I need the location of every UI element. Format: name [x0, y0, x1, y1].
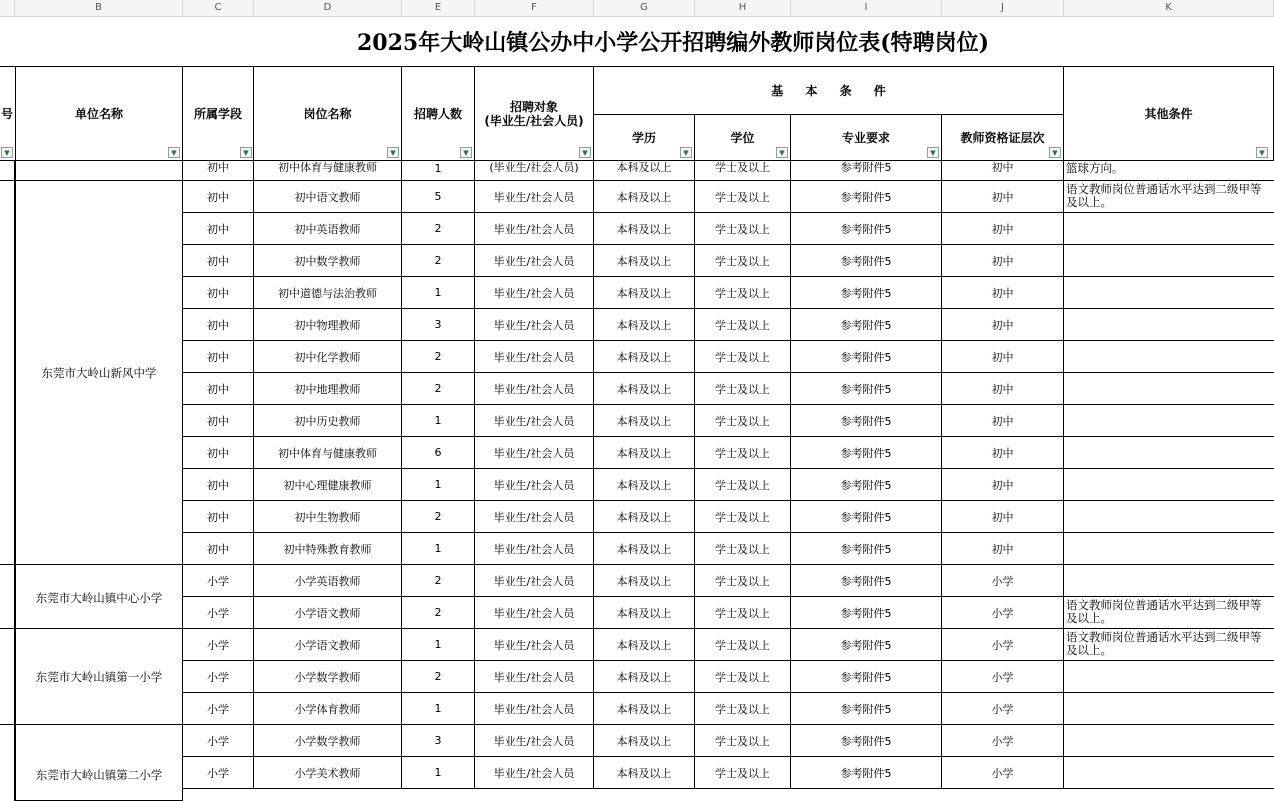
cell-stage[interactable]: 小学: [183, 597, 254, 629]
cell-education[interactable]: 本科及以上: [594, 597, 695, 629]
cell-major[interactable]: 参考附件5: [791, 341, 942, 373]
cell-other[interactable]: [1064, 565, 1274, 597]
cell-target[interactable]: 毕业生/社会人员: [475, 725, 594, 757]
cell-other[interactable]: [1064, 469, 1274, 501]
cell-cert[interactable]: 小学: [942, 725, 1064, 757]
cell-count[interactable]: 1: [402, 757, 475, 789]
cell-other[interactable]: [1064, 533, 1274, 565]
cell-education[interactable]: 本科及以上: [594, 437, 695, 469]
cell-major[interactable]: 参考附件5: [791, 501, 942, 533]
cell-count[interactable]: 5: [402, 181, 475, 213]
cell-cert[interactable]: 初中: [942, 161, 1064, 181]
column-letter[interactable]: E: [402, 0, 475, 16]
cell-position[interactable]: 初中特殊教育教师: [254, 533, 402, 565]
unit-name-cell[interactable]: [15, 161, 183, 181]
cell-target[interactable]: 毕业生/社会人员: [475, 597, 594, 629]
cell-target[interactable]: 毕业生/社会人员: [475, 469, 594, 501]
cell-cert[interactable]: 初中: [942, 213, 1064, 245]
cell-stage[interactable]: 初中: [183, 469, 254, 501]
cell-target[interactable]: 毕业生/社会人员: [475, 661, 594, 693]
cell-stage[interactable]: 初中: [183, 213, 254, 245]
cell-education[interactable]: 本科及以上: [594, 213, 695, 245]
cell-cert[interactable]: 小学: [942, 629, 1064, 661]
cell-education[interactable]: 本科及以上: [594, 277, 695, 309]
row-separator: [0, 180, 15, 181]
cell-target[interactable]: 毕业生/社会人员: [475, 277, 594, 309]
cell-count[interactable]: 1: [402, 533, 475, 565]
cell-other[interactable]: [1064, 437, 1274, 469]
cell-stage[interactable]: 初中: [183, 373, 254, 405]
cell-degree[interactable]: 学士及以上: [695, 757, 791, 789]
cell-stage[interactable]: 小学: [183, 565, 254, 597]
cell-position[interactable]: 初中历史教师: [254, 405, 402, 437]
filter-dropdown-icon[interactable]: ▼: [168, 147, 180, 158]
cell-stage[interactable]: 初中: [183, 405, 254, 437]
cell-other[interactable]: [1064, 277, 1274, 309]
cell-position[interactable]: 初中体育与健康教师: [254, 161, 402, 181]
filter-dropdown-icon[interactable]: ▼: [579, 147, 591, 158]
header-major-label: 专业要求: [841, 130, 890, 145]
header-other: [1063, 66, 1274, 161]
column-letter[interactable]: J: [942, 0, 1064, 16]
cell-other[interactable]: [1064, 405, 1274, 437]
column-letter[interactable]: C: [183, 0, 254, 16]
cell-count[interactable]: 2: [402, 501, 475, 533]
cell-degree[interactable]: 学士及以上: [695, 341, 791, 373]
cell-major[interactable]: 参考附件5: [791, 161, 942, 181]
cell-degree[interactable]: 学士及以上: [695, 437, 791, 469]
cell-education[interactable]: 本科及以上: [594, 501, 695, 533]
header-basic-label: 基 本 条 件: [771, 83, 886, 98]
filter-dropdown-icon[interactable]: ▼: [1049, 147, 1061, 158]
header-count-label: 招聘人数: [413, 106, 462, 121]
cell-position[interactable]: 初中体育与健康教师: [254, 437, 402, 469]
cell-stage[interactable]: 初中: [183, 161, 254, 181]
cell-other[interactable]: [1064, 341, 1274, 373]
cell-position[interactable]: 小学语文教师: [254, 629, 402, 661]
cell-count[interactable]: 2: [402, 341, 475, 373]
cell-education[interactable]: 本科及以上: [594, 661, 695, 693]
unit-name-cell[interactable]: 东莞市大岭山镇第一小学: [15, 629, 183, 725]
cell-education[interactable]: 本科及以上: [594, 309, 695, 341]
cell-education[interactable]: 本科及以上: [594, 469, 695, 501]
column-letter[interactable]: F: [475, 0, 594, 16]
cell-count[interactable]: 1: [402, 469, 475, 501]
column-header-bar: [0, 0, 1274, 17]
cell-degree[interactable]: 学士及以上: [695, 405, 791, 437]
header-unit-label: 单位名称: [74, 106, 123, 121]
header-education-label: 学历: [631, 130, 656, 145]
cell-count[interactable]: 2: [402, 245, 475, 277]
cell-count[interactable]: 2: [402, 213, 475, 245]
row-separator: [0, 628, 15, 629]
filter-dropdown-icon[interactable]: ▼: [680, 147, 692, 158]
cell-cert[interactable]: 初中: [942, 405, 1064, 437]
column-letter[interactable]: K: [1064, 0, 1274, 16]
cell-cert[interactable]: 初中: [942, 181, 1064, 213]
cell-degree[interactable]: 学士及以上: [695, 693, 791, 725]
cell-target[interactable]: (毕业生/社会人员): [475, 161, 594, 181]
cell-degree[interactable]: 学士及以上: [695, 597, 791, 629]
filter-dropdown-icon[interactable]: ▼: [776, 147, 788, 158]
cell-count[interactable]: 2: [402, 373, 475, 405]
header-other-label: 其他条件: [1144, 106, 1193, 121]
cell-stage[interactable]: 小学: [183, 757, 254, 789]
cell-other[interactable]: 语文教师岗位普通话水平达到二级甲等及以上。: [1064, 629, 1274, 661]
cell-position[interactable]: 初中数学教师: [254, 245, 402, 277]
cell-major[interactable]: 参考附件5: [791, 661, 942, 693]
cell-position[interactable]: 初中英语教师: [254, 213, 402, 245]
cell-degree[interactable]: 学士及以上: [695, 661, 791, 693]
cell-other[interactable]: [1064, 693, 1274, 725]
cell-major[interactable]: 参考附件5: [791, 629, 942, 661]
row-separator: [0, 724, 15, 725]
cell-cert[interactable]: 小学: [942, 693, 1064, 725]
sheet-title: 2025年大岭山镇公办中小学公开招聘编外教师岗位表(特聘岗位): [357, 30, 990, 56]
cell-cert[interactable]: 小学: [942, 661, 1064, 693]
cell-other[interactable]: [1064, 725, 1274, 757]
cell-cert[interactable]: 初中: [942, 341, 1064, 373]
cell-position[interactable]: 小学数学教师: [254, 725, 402, 757]
cell-count[interactable]: 2: [402, 661, 475, 693]
cell-other[interactable]: [1064, 245, 1274, 277]
cell-other[interactable]: [1064, 373, 1274, 405]
cell-major[interactable]: 参考附件5: [791, 725, 942, 757]
cell-major[interactable]: 参考附件5: [791, 245, 942, 277]
cell-count[interactable]: 1: [402, 161, 475, 181]
cell-stage[interactable]: 初中: [183, 341, 254, 373]
cell-education[interactable]: 本科及以上: [594, 181, 695, 213]
cell-major[interactable]: 参考附件5: [791, 565, 942, 597]
cell-cert[interactable]: 小学: [942, 565, 1064, 597]
cell-cert[interactable]: 小学: [942, 757, 1064, 789]
filter-dropdown-icon[interactable]: ▼: [387, 147, 399, 158]
cell-education[interactable]: 本科及以上: [594, 629, 695, 661]
cell-cert[interactable]: 初中: [942, 437, 1064, 469]
cell-other[interactable]: [1064, 757, 1274, 789]
header-degree-label: 学位: [730, 130, 755, 145]
cell-degree[interactable]: 学士及以上: [695, 725, 791, 757]
header-major: [790, 114, 942, 161]
cell-target[interactable]: 毕业生/社会人员: [475, 309, 594, 341]
cell-degree[interactable]: 学士及以上: [695, 181, 791, 213]
cell-count[interactable]: 3: [402, 725, 475, 757]
cell-other[interactable]: 篮球方向。: [1064, 161, 1274, 181]
cell-education[interactable]: 本科及以上: [594, 245, 695, 277]
column-letter[interactable]: I: [791, 0, 942, 16]
header-cert-label: 教师资格证层次: [960, 130, 1045, 145]
cell-cert[interactable]: 初中: [942, 469, 1064, 501]
cell-count[interactable]: 3: [402, 309, 475, 341]
cell-major[interactable]: 参考附件5: [791, 533, 942, 565]
column-letter[interactable]: H: [695, 0, 791, 16]
cell-cert[interactable]: 小学: [942, 597, 1064, 629]
cell-degree[interactable]: 学士及以上: [695, 309, 791, 341]
cell-target[interactable]: 毕业生/社会人员: [475, 213, 594, 245]
filter-dropdown-icon[interactable]: ▼: [460, 147, 472, 158]
cell-degree[interactable]: 学士及以上: [695, 245, 791, 277]
cell-count[interactable]: 2: [402, 565, 475, 597]
header-left-clip-label: 号: [0, 106, 13, 121]
cell-education[interactable]: 本科及以上: [594, 725, 695, 757]
cell-position[interactable]: 小学英语教师: [254, 565, 402, 597]
cell-target[interactable]: 毕业生/社会人员: [475, 245, 594, 277]
cell-education[interactable]: 本科及以上: [594, 405, 695, 437]
unit-name-cell[interactable]: 东莞市大岭山镇第二小学: [15, 725, 183, 801]
cell-stage[interactable]: 初中: [183, 309, 254, 341]
cell-count[interactable]: 2: [402, 597, 475, 629]
cell-cert[interactable]: 初中: [942, 501, 1064, 533]
cell-target[interactable]: 毕业生/社会人员: [475, 693, 594, 725]
cell-degree[interactable]: 学士及以上: [695, 213, 791, 245]
cell-target[interactable]: 毕业生/社会人员: [475, 533, 594, 565]
cell-stage[interactable]: 小学: [183, 725, 254, 757]
cell-position[interactable]: 初中道德与法治教师: [254, 277, 402, 309]
filter-dropdown-icon[interactable]: ▼: [1256, 147, 1268, 158]
header-position: [253, 66, 402, 161]
cell-degree[interactable]: 学士及以上: [695, 565, 791, 597]
column-letter[interactable]: G: [594, 0, 695, 16]
cell-major[interactable]: 参考附件5: [791, 405, 942, 437]
cell-degree[interactable]: 学士及以上: [695, 373, 791, 405]
cell-position[interactable]: 小学数学教师: [254, 661, 402, 693]
column-letter[interactable]: B: [15, 0, 183, 16]
cell-target[interactable]: 毕业生/社会人员: [475, 181, 594, 213]
cell-other[interactable]: [1064, 213, 1274, 245]
cell-target[interactable]: 毕业生/社会人员: [475, 629, 594, 661]
row-separator: [0, 564, 15, 565]
cell-education[interactable]: 本科及以上: [594, 373, 695, 405]
cell-stage[interactable]: 初中: [183, 245, 254, 277]
header-target-label: 招聘对象 (毕业生/社会人员): [484, 99, 584, 128]
cell-other[interactable]: 语文教师岗位普通话水平达到二级甲等及以上。: [1064, 597, 1274, 629]
cell-cert[interactable]: 初中: [942, 277, 1064, 309]
cell-stage[interactable]: 小学: [183, 693, 254, 725]
cell-education[interactable]: 本科及以上: [594, 693, 695, 725]
cell-target[interactable]: 毕业生/社会人员: [475, 405, 594, 437]
cell-count[interactable]: 1: [402, 405, 475, 437]
cell-count[interactable]: 1: [402, 693, 475, 725]
cell-target[interactable]: 毕业生/社会人员: [475, 341, 594, 373]
header-basic-conditions: [593, 66, 1064, 115]
cell-education[interactable]: 本科及以上: [594, 565, 695, 597]
unit-name-cell[interactable]: 东莞市大岭山新风中学: [15, 181, 183, 565]
cell-count[interactable]: 1: [402, 629, 475, 661]
column-letter[interactable]: D: [254, 0, 402, 16]
cell-stage[interactable]: 初中: [183, 501, 254, 533]
cell-education[interactable]: 本科及以上: [594, 757, 695, 789]
header-cert: [941, 114, 1064, 161]
cell-major[interactable]: 参考附件5: [791, 757, 942, 789]
cell-target[interactable]: 毕业生/社会人员: [475, 757, 594, 789]
cell-position[interactable]: 初中生物教师: [254, 501, 402, 533]
cell-position[interactable]: 小学美术教师: [254, 757, 402, 789]
cell-position[interactable]: 小学语文教师: [254, 597, 402, 629]
cell-other[interactable]: [1064, 661, 1274, 693]
cell-major[interactable]: 参考附件5: [791, 277, 942, 309]
cell-cert[interactable]: 初中: [942, 373, 1064, 405]
filter-dropdown-icon[interactable]: ▼: [1, 147, 13, 158]
cell-degree[interactable]: 学士及以上: [695, 161, 791, 181]
cell-other[interactable]: 语文教师岗位普通话水平达到二级甲等及以上。: [1064, 181, 1274, 213]
cell-target[interactable]: 毕业生/社会人员: [475, 373, 594, 405]
cell-stage[interactable]: 初中: [183, 181, 254, 213]
cell-degree[interactable]: 学士及以上: [695, 629, 791, 661]
cell-major[interactable]: 参考附件5: [791, 213, 942, 245]
header-unit: [15, 66, 183, 161]
cell-stage[interactable]: 小学: [183, 661, 254, 693]
cell-position[interactable]: 初中地理教师: [254, 373, 402, 405]
cell-stage[interactable]: 初中: [183, 533, 254, 565]
filter-dropdown-icon[interactable]: ▼: [240, 147, 252, 158]
cell-target[interactable]: 毕业生/社会人员: [475, 501, 594, 533]
cell-position[interactable]: 小学体育教师: [254, 693, 402, 725]
header-position-label: 岗位名称: [303, 106, 352, 121]
cell-degree[interactable]: 学士及以上: [695, 533, 791, 565]
cell-degree[interactable]: 学士及以上: [695, 469, 791, 501]
cell-target[interactable]: 毕业生/社会人员: [475, 437, 594, 469]
cell-count[interactable]: 6: [402, 437, 475, 469]
cell-cert[interactable]: 初中: [942, 309, 1064, 341]
cell-position[interactable]: 初中物理教师: [254, 309, 402, 341]
cell-position[interactable]: 初中语文教师: [254, 181, 402, 213]
cell-major[interactable]: 参考附件5: [791, 597, 942, 629]
cell-count[interactable]: 1: [402, 277, 475, 309]
cell-degree[interactable]: 学士及以上: [695, 501, 791, 533]
unit-name-cell[interactable]: 东莞市大岭山镇中心小学: [15, 565, 183, 629]
cell-major[interactable]: 参考附件5: [791, 373, 942, 405]
cell-cert[interactable]: 初中: [942, 533, 1064, 565]
cell-target[interactable]: 毕业生/社会人员: [475, 565, 594, 597]
cell-stage[interactable]: 初中: [183, 277, 254, 309]
cell-stage[interactable]: 初中: [183, 437, 254, 469]
left-clipped-column: [0, 161, 15, 801]
cell-major[interactable]: 参考附件5: [791, 469, 942, 501]
cell-major[interactable]: 参考附件5: [791, 181, 942, 213]
cell-position[interactable]: 初中化学教师: [254, 341, 402, 373]
cell-education[interactable]: 本科及以上: [594, 161, 695, 181]
cell-major[interactable]: 参考附件5: [791, 693, 942, 725]
cell-other[interactable]: [1064, 309, 1274, 341]
cell-stage[interactable]: 小学: [183, 629, 254, 661]
cell-major[interactable]: 参考附件5: [791, 309, 942, 341]
cell-cert[interactable]: 初中: [942, 245, 1064, 277]
filter-dropdown-icon[interactable]: ▼: [927, 147, 939, 158]
cell-major[interactable]: 参考附件5: [791, 437, 942, 469]
cell-degree[interactable]: 学士及以上: [695, 277, 791, 309]
header-target: [474, 66, 594, 161]
header-stage-label: 所属学段: [193, 106, 242, 121]
cell-education[interactable]: 本科及以上: [594, 341, 695, 373]
column-letter[interactable]: [0, 0, 15, 16]
cell-other[interactable]: [1064, 501, 1274, 533]
cell-position[interactable]: 初中心理健康教师: [254, 469, 402, 501]
cell-education[interactable]: 本科及以上: [594, 533, 695, 565]
